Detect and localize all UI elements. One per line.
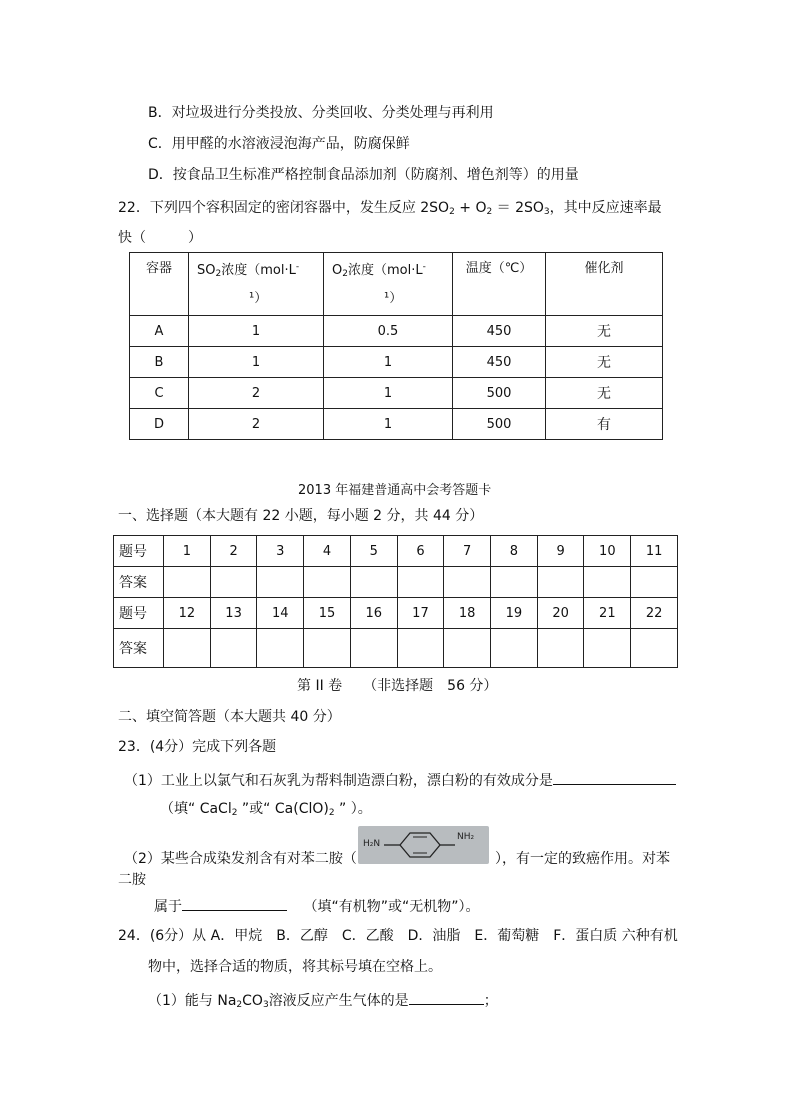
answer-cell[interactable]: [537, 567, 584, 598]
answer-cell[interactable]: [350, 567, 397, 598]
cell: 1: [324, 409, 453, 440]
cell: 2: [189, 409, 324, 440]
q22-table: [129, 252, 663, 440]
answer-cell[interactable]: [444, 629, 491, 668]
q23-part1: [124, 770, 676, 790]
hint-c: ” ）。: [334, 801, 372, 817]
sub: 2: [236, 1000, 243, 1010]
num-cell: 6: [397, 536, 444, 567]
table-row: [114, 629, 678, 668]
mol-right-label: NH₂: [457, 832, 475, 842]
label-num: 题号: [114, 536, 164, 567]
num-cell: 21: [584, 598, 631, 629]
sub: 3: [543, 207, 550, 217]
section2-heading: 二、填空简答题（本大题共 40 分）: [118, 709, 341, 725]
q22-stem-a: 22．下列四个容积固定的密闭容器中，发生反应 2SO: [118, 200, 450, 216]
num-cell: 17: [397, 598, 444, 629]
header-text: 浓度（mol·L: [347, 263, 423, 278]
table-row: [114, 567, 678, 598]
sub: 3: [262, 1000, 269, 1010]
num-cell: 18: [444, 598, 491, 629]
hint-b: ”或“ Ca(ClO): [237, 801, 329, 817]
cell: 1: [189, 347, 324, 378]
cell: 有: [546, 409, 663, 440]
header-text: 浓度（mol·L: [221, 263, 296, 278]
cell: 1: [324, 378, 453, 409]
answer-cell[interactable]: [210, 567, 257, 598]
answer-cell[interactable]: [397, 629, 444, 668]
q22-stem: [118, 199, 662, 217]
answer-cell[interactable]: [631, 629, 678, 668]
answer-cell[interactable]: [210, 629, 257, 668]
option-c: C．用甲醛的水溶液浸泡海产品，防腐保鲜: [148, 136, 410, 152]
num-cell: 14: [257, 598, 304, 629]
num-cell: 16: [350, 598, 397, 629]
cell: 无: [546, 378, 663, 409]
cell: D: [130, 409, 189, 440]
option-b: B．对垃圾进行分类投放、分类回收、分类处理与再利用: [148, 105, 494, 121]
sup: -: [422, 262, 426, 272]
num-cell: 15: [304, 598, 351, 629]
sub: 2: [231, 808, 238, 818]
sub: 2: [449, 207, 455, 217]
header-text: 容器: [145, 261, 172, 276]
q23-part2-a: （2）某些合成染发剂含有对苯二胺（: [124, 851, 357, 867]
q24-part1-a: （1）能与 Na: [148, 993, 237, 1009]
answer-cell[interactable]: [304, 629, 351, 668]
answer-cell[interactable]: [631, 567, 678, 598]
cell: B: [130, 347, 189, 378]
q24-line2: 物中，选择合适的物质，将其标号填在空格上。: [148, 959, 442, 975]
q23-part2-line2: 二胺: [118, 872, 146, 888]
answer-cell[interactable]: [257, 629, 304, 668]
cell: C: [130, 378, 189, 409]
table-row: [130, 378, 663, 409]
sub: 2: [215, 269, 222, 279]
q23-part1-text: （1）工业上以氯气和石灰乳为帮料制造漂白粉，漂白粉的有效成分是: [124, 773, 553, 789]
answer-cell[interactable]: [537, 629, 584, 668]
num-cell: 5: [350, 536, 397, 567]
num-cell: 20: [537, 598, 584, 629]
header-text: O: [332, 263, 343, 278]
cell: 500: [453, 409, 546, 440]
q23-part2-cont: ），有一定的致癌作用。对苯: [495, 851, 670, 867]
cell: 1: [324, 347, 453, 378]
header-text: SO: [197, 263, 216, 278]
answer-cell[interactable]: [444, 567, 491, 598]
q23-head: 23．(4分）完成下列各题: [118, 739, 277, 755]
q23-part2-hint: （填“有机物”或“无机物”）。: [303, 899, 480, 915]
header-o2: [324, 253, 453, 316]
table-row: [130, 316, 663, 347]
answer-blank[interactable]: [553, 770, 676, 785]
sub: 2: [342, 269, 348, 279]
cell: 1: [189, 316, 324, 347]
q22-stem-c: ＝ 2SO: [492, 200, 544, 216]
table-row: [130, 347, 663, 378]
q24-line1: 24．(6分）从 A．甲烷 B．乙醇 C．乙酸 D．油脂 E．葡萄糖 F．蛋白质 六种有机: [118, 928, 678, 944]
header-text: ¹）: [249, 291, 268, 306]
answer-cell[interactable]: [164, 629, 211, 668]
num-cell: 4: [304, 536, 351, 567]
answer-card-title: 2013 年福建普通高中会考答题卡: [298, 483, 492, 498]
num-cell: 19: [491, 598, 538, 629]
answer-grid: [113, 535, 678, 668]
p-phenylenediamine-structure-image: [358, 826, 489, 864]
answer-cell[interactable]: [491, 567, 538, 598]
header-text: ¹）: [384, 291, 403, 306]
table-row: [114, 598, 678, 629]
option-d: D．按食品卫生标准严格控制食品添加剂（防腐剂、增色剂等）的用量: [148, 167, 579, 183]
cell: 无: [546, 316, 663, 347]
table-row: [114, 536, 678, 567]
q22-stem-b: + O: [454, 200, 487, 216]
label-ans: 答案: [114, 567, 164, 598]
q24-part1-b: CO: [242, 993, 263, 1009]
sub: 2: [328, 808, 335, 818]
q22-stem-d: ，其中反应速率最: [549, 200, 662, 216]
num-cell: 8: [491, 536, 538, 567]
answer-cell[interactable]: [164, 567, 211, 598]
cell: 2: [189, 378, 324, 409]
cell: A: [130, 316, 189, 347]
header-so2: [189, 253, 324, 316]
num-cell: 13: [210, 598, 257, 629]
answer-cell[interactable]: [397, 567, 444, 598]
num-cell: 7: [444, 536, 491, 567]
mol-left-label: H₂N: [363, 839, 381, 849]
num-cell: 3: [257, 536, 304, 567]
q24-part1-c: 溶液反应产生气体的是: [268, 993, 409, 1009]
q22-stem-line2: 快（ ）: [118, 230, 202, 246]
answer-cell[interactable]: [304, 567, 351, 598]
q24-part1-end: ；: [483, 993, 498, 1009]
q23-part1-hint: [160, 800, 372, 818]
header-container: [130, 253, 189, 316]
num-cell: 11: [631, 536, 678, 567]
answer-cell[interactable]: [350, 629, 397, 668]
sup: -: [295, 262, 300, 272]
label-num: 题号: [114, 598, 164, 629]
cell: 450: [453, 316, 546, 347]
answer-cell[interactable]: [257, 567, 304, 598]
q23-part2: [124, 850, 357, 868]
cell: 0.5: [324, 316, 453, 347]
header-text: 催化剂: [584, 261, 624, 276]
q24-part1: [148, 990, 498, 1010]
label-ans: 答案: [114, 629, 164, 668]
sub: 2: [486, 207, 493, 217]
num-cell: 22: [631, 598, 678, 629]
num-cell: 2: [210, 536, 257, 567]
section1-heading: 一、选择题（本大题有 22 小题，每小题 2 分，共 44 分）: [118, 508, 484, 524]
answer-blank[interactable]: [409, 990, 484, 1005]
answer-cell[interactable]: [584, 629, 631, 668]
num-cell: 9: [537, 536, 584, 567]
answer-blank[interactable]: [182, 896, 287, 911]
q23-part2-belongs: 属于: [154, 899, 182, 915]
q23-part2-line3: [154, 896, 479, 916]
num-cell: 12: [164, 598, 211, 629]
answer-cell[interactable]: [491, 629, 538, 668]
num-cell: 10: [584, 536, 631, 567]
header-text: 温度（℃）: [465, 261, 533, 276]
header-catalyst: [546, 253, 663, 316]
answer-cell[interactable]: [584, 567, 631, 598]
cell: 500: [453, 378, 546, 409]
header-temp: [453, 253, 546, 316]
num-cell: 1: [164, 536, 211, 567]
part2-title: 第 II 卷 （非选择题 56 分）: [297, 678, 498, 694]
table-row: [130, 409, 663, 440]
cell: 无: [546, 347, 663, 378]
cell: 450: [453, 347, 546, 378]
hint-a: （填“ CaCl: [160, 801, 232, 817]
